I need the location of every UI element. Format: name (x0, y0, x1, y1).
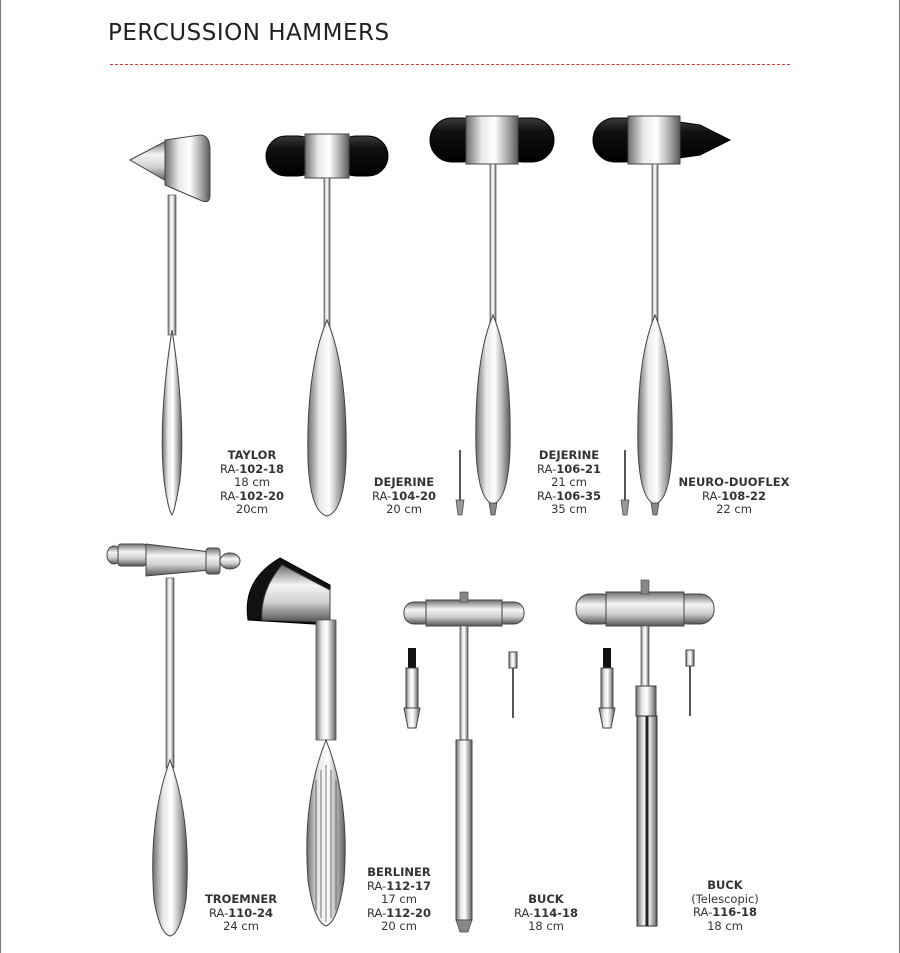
product-code: RA-108-22 (701, 488, 767, 503)
product-label-dejerine-106 (527, 449, 611, 517)
product-variant: (Telescopic) (691, 891, 759, 906)
product-code: RA-116-18 (692, 905, 758, 919)
product-name: DEJERINE (373, 475, 435, 489)
berliner-hammer-image (247, 558, 345, 926)
troemner-hammer-image (107, 544, 240, 936)
product-code: RA-106-35 (536, 488, 602, 503)
product-size: 20 cm (381, 919, 417, 933)
product-size: 21 cm (551, 475, 587, 489)
product-code: RA-104-20 (371, 488, 437, 503)
product-label-buck-116 (682, 879, 768, 933)
product-name: BUCK (528, 892, 564, 906)
buck-116-telescopic-hammer-image (576, 580, 714, 926)
product-size: 18 cm (234, 475, 270, 489)
product-label-dejerine-104 (362, 476, 446, 517)
product-label-berliner (356, 866, 442, 934)
taylor-hammer-image (130, 135, 210, 515)
product-code: RA-102-18 (219, 461, 285, 476)
product-name: TAYLOR (227, 448, 277, 462)
product-size: 17 cm (381, 892, 417, 906)
product-label-neuro-duoflex (672, 476, 796, 517)
product-name: BUCK (707, 878, 743, 892)
product-size: 18 cm (528, 919, 564, 933)
product-label-taylor (212, 449, 292, 517)
product-name: BERLINER (367, 865, 431, 879)
product-name: TROEMNER (204, 892, 278, 906)
product-code: RA-114-18 (513, 905, 579, 920)
page-title: PERCUSSION HAMMERS (108, 20, 390, 46)
product-code: RA-102-20 (219, 488, 285, 503)
product-code: RA-110-24 (208, 905, 274, 920)
product-size: 20 cm (386, 502, 422, 516)
product-size: 24 cm (223, 919, 259, 933)
product-code: RA-112-17 (366, 878, 432, 893)
product-name: NEURO-DUOFLEX (678, 475, 790, 489)
product-code: RA-106-21 (536, 461, 602, 476)
product-size: 20cm (235, 502, 269, 516)
product-size: 18 cm (707, 918, 743, 933)
product-size: 22 cm (716, 502, 752, 516)
product-label-buck-114 (506, 893, 586, 934)
product-name: DEJERINE (538, 448, 600, 462)
product-label-troemner (196, 893, 286, 934)
neuro-duoflex-hammer-image (593, 116, 730, 515)
product-code: RA-112-20 (366, 905, 432, 920)
product-size: 35 cm (551, 502, 587, 516)
